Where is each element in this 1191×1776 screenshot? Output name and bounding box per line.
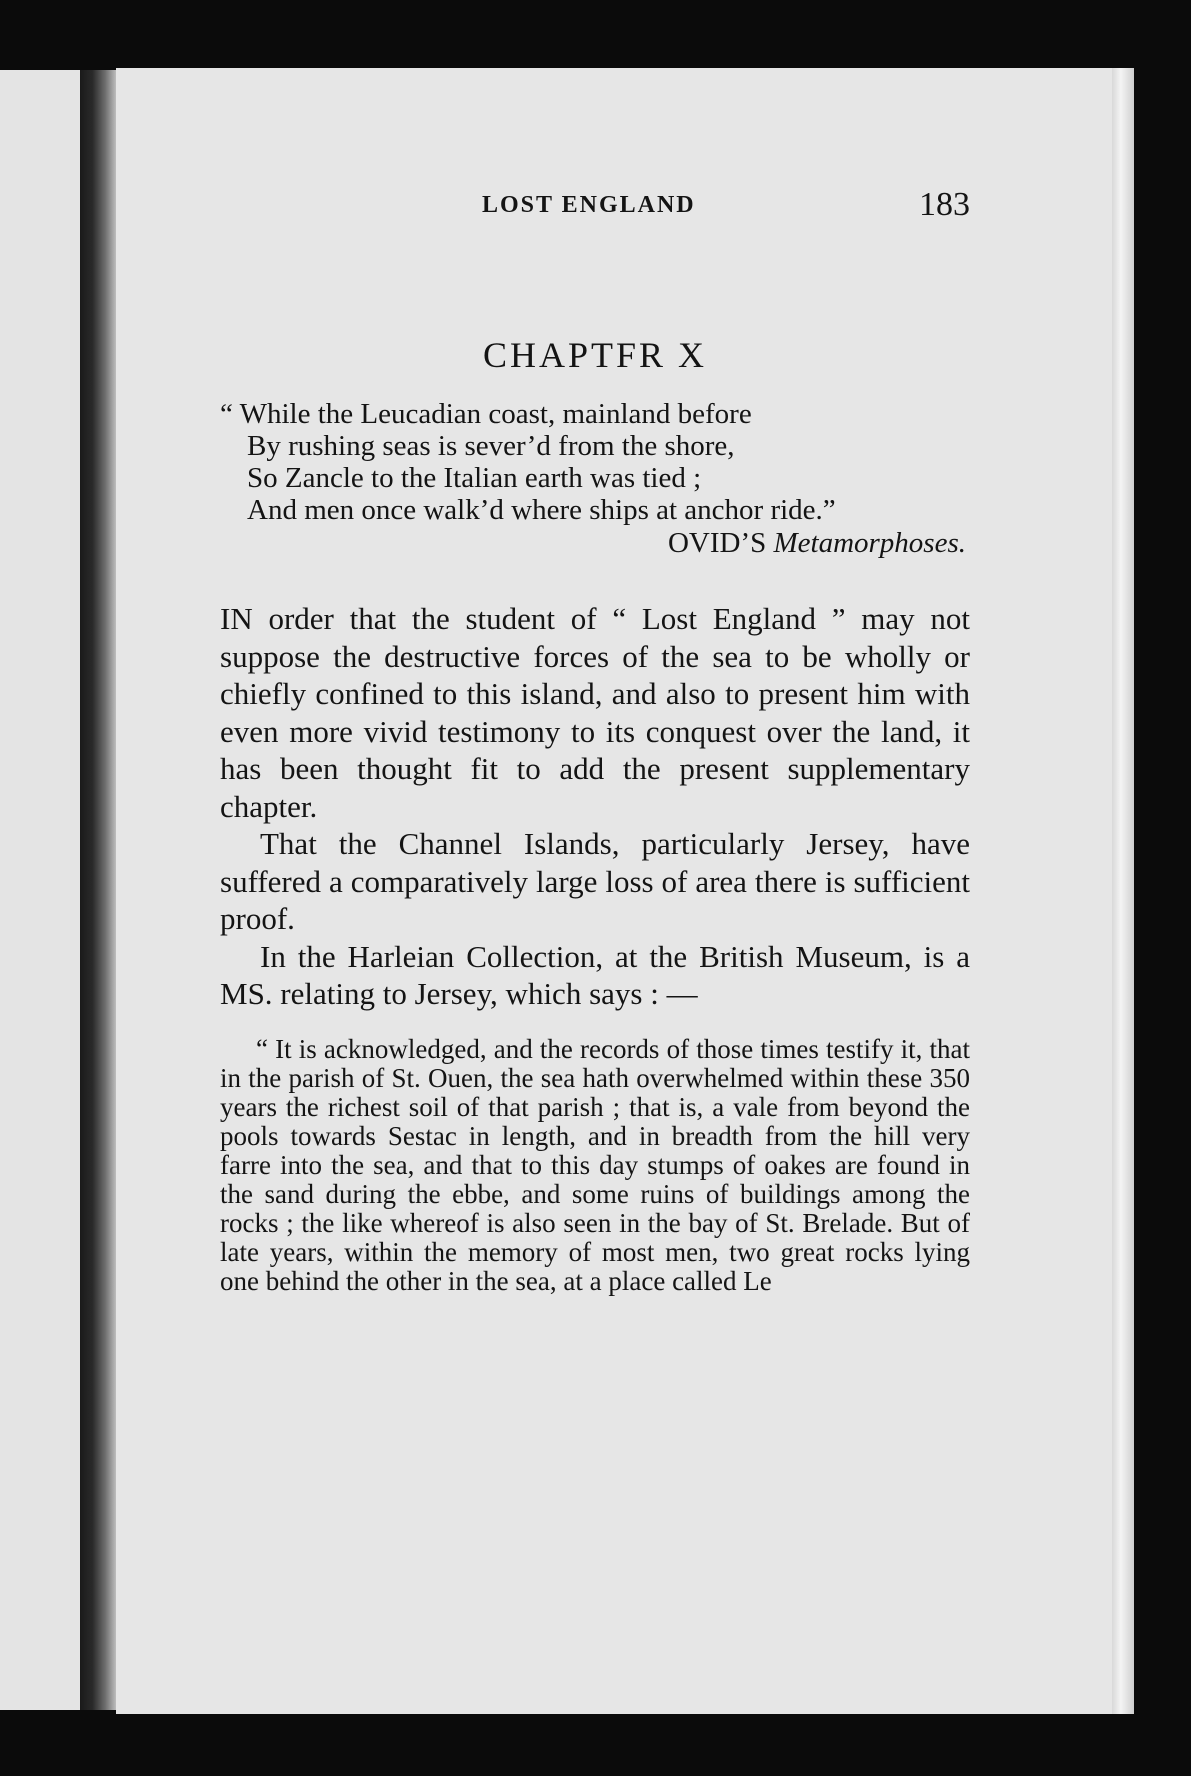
page-content <box>220 180 970 1296</box>
paragraph: In the Harleian Collection, at the British Museum, is a MS. relating to Jersey, which says : — <box>220 938 970 1011</box>
block-quotation <box>220 1035 970 1296</box>
attribution-author: OVID’S <box>667 527 767 559</box>
epigraph-line: And men once walk’d where ships at anchor ride.” <box>247 494 836 526</box>
running-head <box>220 180 970 230</box>
running-title: LOST ENGLAND <box>482 192 696 218</box>
epigraph-attribution <box>220 526 970 560</box>
body-text <box>220 600 970 1013</box>
paragraph: IN order that the student of “ Lost England ” may not suppose the destructive forces of the sea to be wholly or chiefly confined to this island, and also to present him with even more vivid testimony to its conquest over the land, it has been thought fit to add the present supplementary chapter. <box>220 601 970 824</box>
epigraph-line: “ While the Leucadian coast, mainland before <box>220 398 752 430</box>
chapter-title: CHAPTFR X <box>482 335 708 375</box>
quotation-text: “ It is acknowledged, and the records of those times testify it, that in the parish of St. Ouen, the sea hath overwhelmed within these 350 years the richest soil of that parish ; that is, a vale from beyond the pools towards Sestac in length, and in breadth from the hill very farre into the sea, and that to this day stumps of oakes are found in the sand during the ebbe, and some ruins of buildings among the rocks ; the like whereof is also seen in the bay of St. Brelade. But of late years, within the memory of most men, two great rocks lying one behind the other in the sea, at a place called Le <box>220 1033 970 1296</box>
paragraph: That the Channel Islands, particularly Jersey, have suffered a comparatively large loss of area there is sufficient proof. <box>220 826 970 936</box>
page-edge-right <box>1112 68 1134 1714</box>
epigraph <box>220 398 970 526</box>
epigraph-line: By rushing seas is sever’d from the shore, <box>247 430 735 462</box>
book-spine-shadow <box>80 70 116 1710</box>
attribution-work: Metamorphoses. <box>773 527 966 559</box>
epigraph-line: So Zancle to the Italian earth was tied ; <box>247 462 702 494</box>
page-number: 183 <box>919 186 970 223</box>
